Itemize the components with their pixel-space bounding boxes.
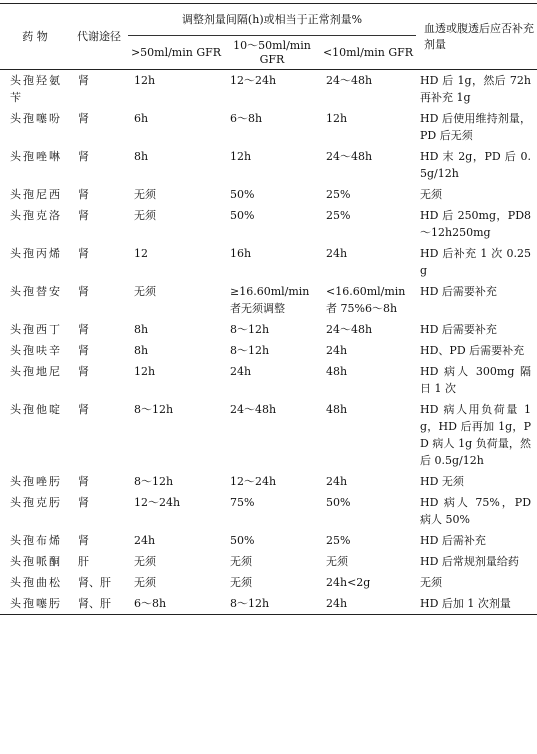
gfr-low-value: 24h (326, 597, 348, 610)
metabolic-route: 肾 (78, 496, 89, 509)
gfr-mid-value: 12～24h (230, 475, 277, 488)
gfr-mid-value: 8～12h (230, 344, 270, 357)
gfr-mid-value: 12～24h (230, 74, 277, 87)
table-row (0, 146, 537, 184)
table-row (0, 399, 537, 471)
dialysis-note: HD 后需要补充 (420, 323, 497, 336)
gfr-low-value: 24～48h (326, 323, 373, 336)
gfr-low-value: 48h (326, 365, 348, 378)
table-row (0, 340, 537, 361)
gfr-low-value: 48h (326, 403, 348, 416)
dialysis-note: HD 末 2g，PD 后 0.5g/12h (420, 150, 532, 180)
dialysis-note: 无须 (420, 188, 443, 201)
metabolic-route: 肝 (78, 555, 89, 568)
drug-name: 头孢唑肟 (10, 475, 62, 488)
metabolic-route: 肾、肝 (78, 597, 111, 610)
header-dialysis: 血透或腹透后应否补充剂量 (416, 4, 537, 70)
metabolic-route: 肾 (78, 150, 89, 163)
drug-name: 头孢呋辛 (10, 344, 62, 357)
dialysis-note: HD 病人 75%，PD 病人 50% (420, 496, 532, 526)
header-gfr-low: <10ml/min GFR (320, 36, 416, 70)
drug-name: 头孢克洛 (10, 209, 62, 222)
dialysis-note: HD 后 250mg，PD8～12h250mg (420, 209, 532, 239)
gfr-mid-value: 6～8h (230, 112, 263, 125)
drug-name: 头孢替安 (10, 285, 62, 298)
drug-name: 头孢羟氨苄 (10, 74, 62, 104)
dialysis-note: 无须 (420, 576, 443, 589)
drug-name: 头孢哌酮 (10, 555, 62, 568)
dialysis-note: HD 后需要补充 (420, 285, 497, 298)
metabolic-route: 肾 (78, 534, 89, 547)
gfr-mid-value: 24～48h (230, 403, 277, 416)
header-gfr-mid: 10～50ml/min GFR (224, 36, 320, 70)
table-header (0, 4, 537, 70)
gfr-mid-value: 50% (230, 534, 255, 547)
dialysis-note: HD 后 1g，然后 72h 再补充 1g (420, 74, 532, 104)
dialysis-note: HD 病人 300mg 隔日 1 次 (420, 365, 532, 395)
gfr-high-value: 24h (134, 534, 156, 547)
gfr-low-value: 25% (326, 188, 351, 201)
drug-name: 头孢他啶 (10, 403, 62, 416)
gfr-high-value: 6h (134, 112, 149, 125)
dialysis-note: HD 后使用维持剂量，PD 后无须 (420, 112, 532, 142)
metabolic-route: 肾 (78, 74, 89, 87)
gfr-high-value: 8h (134, 150, 149, 163)
gfr-high-value: 6～8h (134, 597, 167, 610)
gfr-low-value: 25% (326, 534, 351, 547)
dialysis-note: HD 病人用负荷量 1g，HD 后再加 1g，PD 病人 1g 负荷量，然后 0.5g/12h (420, 403, 532, 467)
gfr-low-value: 24～48h (326, 74, 373, 87)
metabolic-route: 肾 (78, 344, 89, 357)
gfr-high-value: 12 (134, 247, 148, 260)
gfr-high-value: 8h (134, 323, 149, 336)
drug-name: 头孢地尼 (10, 365, 62, 378)
gfr-high-value: 8～12h (134, 403, 174, 416)
metabolic-route: 肾、肝 (78, 576, 111, 589)
gfr-low-value: 50% (326, 496, 351, 509)
gfr-low-value: 25% (326, 209, 351, 222)
header-drug: 药 物 (0, 4, 70, 70)
table-row (0, 361, 537, 399)
gfr-high-value: 无须 (134, 285, 156, 298)
gfr-high-value: 无须 (134, 576, 156, 589)
gfr-mid-value: 8～12h (230, 597, 270, 610)
drug-name: 头孢克肟 (10, 496, 62, 509)
gfr-high-value: 无须 (134, 555, 156, 568)
dosage-table (0, 3, 537, 615)
table-row (0, 70, 537, 109)
gfr-mid-value: 16h (230, 247, 252, 260)
gfr-high-value: 8～12h (134, 475, 174, 488)
gfr-low-value: 24h (326, 247, 348, 260)
metabolic-route: 肾 (78, 188, 89, 201)
dialysis-note: HD 无须 (420, 475, 464, 488)
gfr-high-value: 12h (134, 365, 156, 378)
gfr-mid-value: 无须 (230, 576, 252, 589)
gfr-mid-value: ≥16.60ml/min 者无须调整 (230, 285, 310, 315)
drug-name: 头孢曲松 (10, 576, 62, 589)
table-row (0, 108, 537, 146)
gfr-mid-value: 24h (230, 365, 252, 378)
metabolic-route: 肾 (78, 285, 89, 298)
table-row (0, 471, 537, 492)
table-row (0, 572, 537, 593)
metabolic-route: 肾 (78, 247, 89, 260)
metabolic-route: 肾 (78, 403, 89, 416)
gfr-mid-value: 50% (230, 209, 255, 222)
gfr-low-value: 24h<2g (326, 576, 371, 589)
metabolic-route: 肾 (78, 323, 89, 336)
table-body (0, 70, 537, 615)
dialysis-note: HD 后常规剂量给药 (420, 555, 519, 568)
drug-name: 头孢噻吩 (10, 112, 62, 125)
dialysis-note: HD 后补充 1 次 0.25g (420, 247, 532, 277)
gfr-low-value: 无须 (326, 555, 348, 568)
gfr-mid-value: 无须 (230, 555, 252, 568)
metabolic-route: 肾 (78, 112, 89, 125)
dialysis-note: HD 后需补充 (420, 534, 486, 547)
gfr-low-value: <16.60ml/min 者 75%6～8h (326, 285, 406, 315)
drug-name: 头孢噻肟 (10, 597, 62, 610)
table-row (0, 551, 537, 572)
gfr-low-value: 24～48h (326, 150, 373, 163)
drug-name: 头孢西丁 (10, 323, 62, 336)
gfr-high-value: 8h (134, 344, 149, 357)
table-row (0, 281, 537, 319)
gfr-low-value: 12h (326, 112, 348, 125)
gfr-high-value: 12～24h (134, 496, 181, 509)
drug-name: 头孢唑啉 (10, 150, 62, 163)
gfr-mid-value: 75% (230, 496, 255, 509)
table-row (0, 319, 537, 340)
gfr-low-value: 24h (326, 475, 348, 488)
gfr-mid-value: 50% (230, 188, 255, 201)
drug-name: 头孢尼西 (10, 188, 62, 201)
metabolic-route: 肾 (78, 209, 89, 222)
header-route: 代谢途径 (70, 4, 128, 70)
gfr-high-value: 无须 (134, 188, 156, 201)
table-row (0, 184, 537, 205)
metabolic-route: 肾 (78, 365, 89, 378)
gfr-low-value: 24h (326, 344, 348, 357)
table-row (0, 593, 537, 615)
drug-name: 头孢丙烯 (10, 247, 62, 260)
gfr-high-value: 12h (134, 74, 156, 87)
dialysis-note: HD、PD 后需要补充 (420, 344, 525, 357)
header-dose-adjustment: 调整剂量间隔(h)或相当于正常剂量% (128, 4, 416, 36)
gfr-mid-value: 8～12h (230, 323, 270, 336)
drug-name: 头孢布烯 (10, 534, 62, 547)
gfr-mid-value: 12h (230, 150, 252, 163)
table-row (0, 530, 537, 551)
table-row (0, 492, 537, 530)
table-row (0, 205, 537, 243)
header-gfr-high: >50ml/min GFR (128, 36, 224, 70)
gfr-high-value: 无须 (134, 209, 156, 222)
metabolic-route: 肾 (78, 475, 89, 488)
table-row (0, 243, 537, 281)
dialysis-note: HD 后加 1 次剂量 (420, 597, 511, 610)
